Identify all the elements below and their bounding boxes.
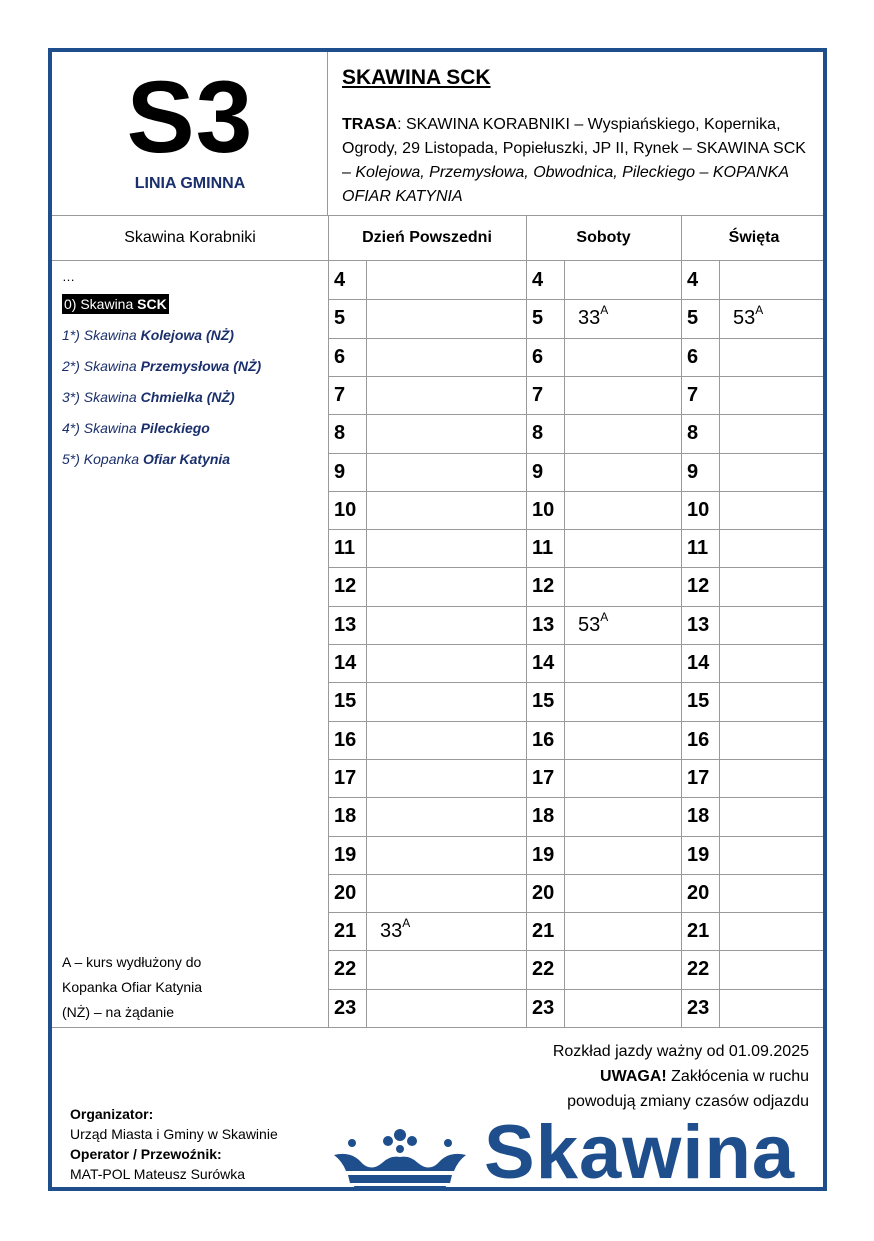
legend-line: Kopanka Ofiar Katynia — [62, 979, 203, 995]
operator-name: MAT-POL Mateusz Surówka — [70, 1166, 246, 1182]
grid-row-line — [328, 836, 827, 837]
hour-cell: 15 — [687, 690, 710, 712]
next-stop-prefix: 4*) Skawina — [62, 420, 141, 436]
grid-row-line — [328, 529, 827, 530]
minute-value: 33 — [380, 920, 403, 942]
route-label: TRASA — [342, 116, 398, 133]
hour-cell: 8 — [532, 422, 544, 444]
route-plain: : SKAWINA KORABNIKI – Wyspiańskiego, Kopernika, Ogrody, 29 Listopada, Popiełuszki, JP II, Rynek – SKAWINA SCK – — [342, 116, 806, 181]
grid-row-line — [328, 453, 827, 454]
line-kind: LINIA GMINNA — [134, 175, 246, 192]
departure-minute — [380, 912, 410, 950]
next-stop-name: Kolejowa (NŻ) — [140, 327, 234, 343]
logo-text: Skawina — [484, 1110, 796, 1191]
hour-cell: 16 — [334, 729, 357, 751]
hour-cell: 13 — [532, 614, 555, 636]
next-stop-name: Pileckiego — [140, 420, 210, 436]
minute-value: 53 — [733, 307, 756, 329]
hour-cell: 18 — [532, 805, 555, 827]
hour-cell: 6 — [532, 346, 544, 368]
hour-cell: 9 — [532, 461, 544, 483]
hour-cell: 21 — [687, 920, 710, 942]
hour-cell: 16 — [532, 729, 555, 751]
stop-ellipsis: … — [62, 269, 75, 284]
grid-bottom-line — [52, 1027, 827, 1028]
minute-footnote: A — [402, 916, 411, 930]
hour-cell: 19 — [687, 844, 710, 866]
hour-cell: 16 — [687, 729, 710, 751]
grid-row-line — [328, 491, 827, 492]
hour-cell: 9 — [334, 461, 346, 483]
hour-cell: 17 — [687, 767, 710, 789]
hour-cell: 8 — [334, 422, 346, 444]
grid-row-line — [328, 376, 827, 377]
hour-cell: 7 — [334, 384, 346, 406]
hour-cell: 15 — [334, 690, 357, 712]
hour-cell: 18 — [687, 805, 710, 827]
destination-title: SKAWINA SCK — [342, 66, 491, 89]
next-stop-name: Przemysłowa (NŻ) — [140, 358, 262, 374]
hour-cell: 4 — [334, 269, 346, 291]
skawina-logo — [330, 1110, 827, 1191]
operator-label: Operator / Przewoźnik: — [70, 1146, 222, 1162]
hour-cell: 14 — [532, 652, 555, 674]
hour-cell: 10 — [532, 499, 555, 521]
organizer-label: Organizator: — [70, 1106, 154, 1122]
hour-cell: 12 — [687, 575, 710, 597]
grid-row-line — [328, 759, 827, 760]
hour-cell: 14 — [334, 652, 357, 674]
validity-note — [409, 1039, 809, 1114]
hour-cell: 17 — [532, 767, 555, 789]
timetable-sheet — [48, 48, 827, 1191]
hour-cell: 10 — [334, 499, 357, 521]
saturday-column-header: Soboty — [576, 229, 631, 246]
grid-row-line — [328, 414, 827, 415]
hour-cell: 22 — [334, 958, 357, 980]
hour-cell: 6 — [334, 346, 346, 368]
timetable-grid — [52, 52, 827, 1187]
warning-text: Zakłócenia w ruchu — [666, 1068, 809, 1085]
departure-minute — [578, 606, 608, 644]
hour-cell: 5 — [532, 307, 544, 329]
hour-cell: 15 — [532, 690, 555, 712]
next-stop-prefix: 3*) Skawina — [62, 389, 141, 405]
crown-icon — [330, 1127, 470, 1191]
hour-cell: 9 — [687, 461, 699, 483]
hour-cell: 11 — [532, 537, 554, 559]
hour-cell: 23 — [687, 997, 710, 1019]
hour-cell: 11 — [687, 537, 709, 559]
hour-cell: 13 — [334, 614, 357, 636]
warning-line — [409, 1064, 809, 1089]
hour-cell: 14 — [687, 652, 710, 674]
warning-line-2: powodują zmiany czasów odjazdu — [567, 1093, 809, 1110]
hour-cell: 19 — [532, 844, 555, 866]
departure-minute — [733, 299, 763, 337]
legend-line: A – kurs wydłużony do — [62, 954, 202, 970]
hour-cell: 23 — [334, 997, 357, 1019]
grid-row-line — [328, 338, 827, 339]
minute-value: 53 — [578, 614, 601, 636]
minute-footnote: A — [755, 303, 764, 317]
next-stop-name: Chmielka (NŻ) — [140, 389, 235, 405]
grid-row-line — [328, 797, 827, 798]
next-stop-prefix: 2*) Skawina — [62, 358, 141, 374]
hour-cell: 4 — [687, 269, 699, 291]
validity-text: Rozkład jazdy ważny od 01.09.2025 — [552, 1043, 809, 1060]
hour-cell: 20 — [687, 882, 710, 904]
holiday-column-header: Święta — [728, 229, 780, 246]
grid-row-line — [328, 682, 827, 683]
organizer-info — [70, 1104, 278, 1184]
grid-row-line — [328, 567, 827, 568]
hour-cell: 17 — [334, 767, 357, 789]
hour-cell: 23 — [532, 997, 555, 1019]
current-stop-name: SCK — [137, 296, 167, 312]
hour-cell: 5 — [687, 307, 699, 329]
hour-cell: 6 — [687, 346, 699, 368]
line-code: S3 — [126, 60, 254, 174]
grid-row-line — [328, 644, 827, 645]
minute-footnote: A — [600, 610, 609, 624]
hour-cell: 7 — [532, 384, 544, 406]
grid-row-line — [328, 950, 827, 951]
route-italic: Kolejowa, Przemysłowa, Obwodnica, Pileckiego – KOPANKA OFIAR KATYNIA — [342, 164, 789, 205]
hour-cell: 4 — [532, 269, 544, 291]
hour-cell: 12 — [334, 575, 357, 597]
minute-value: 33 — [578, 307, 601, 329]
hour-cell: 22 — [532, 958, 555, 980]
departure-minute — [578, 299, 608, 337]
hour-cell: 19 — [334, 844, 357, 866]
hour-cell: 11 — [334, 537, 356, 559]
next-stop-prefix: 1*) Skawina — [62, 327, 141, 343]
minute-footnote: A — [600, 303, 609, 317]
next-stop-name: Ofiar Katynia — [142, 451, 231, 467]
weekday-column-header: Dzień Powszedni — [362, 229, 492, 246]
hour-cell: 7 — [687, 384, 699, 406]
hour-cell: 5 — [334, 307, 346, 329]
next-stop-prefix: 5*) Kopanka — [62, 451, 143, 467]
grid-row-line — [328, 989, 827, 990]
hour-cell: 21 — [532, 920, 555, 942]
current-stop-prefix: 0) Skawina — [64, 296, 138, 312]
hour-cell: 20 — [532, 882, 555, 904]
grid-row-line — [328, 874, 827, 875]
legend-line: (NŻ) – na żądanie — [62, 1004, 175, 1020]
hour-cell: 20 — [334, 882, 357, 904]
hour-cell: 10 — [687, 499, 710, 521]
warning-label: UWAGA! — [600, 1068, 667, 1085]
stop-column-header: Skawina Korabniki — [124, 229, 256, 246]
hour-cell: 12 — [532, 575, 555, 597]
hour-cell: 18 — [334, 805, 357, 827]
organizer-name: Urząd Miasta i Gminy w Skawinie — [70, 1126, 278, 1142]
hour-cell: 22 — [687, 958, 710, 980]
grid-row-line — [328, 721, 827, 722]
hour-cell: 8 — [687, 422, 699, 444]
hour-cell: 13 — [687, 614, 710, 636]
hour-cell: 21 — [334, 920, 357, 942]
